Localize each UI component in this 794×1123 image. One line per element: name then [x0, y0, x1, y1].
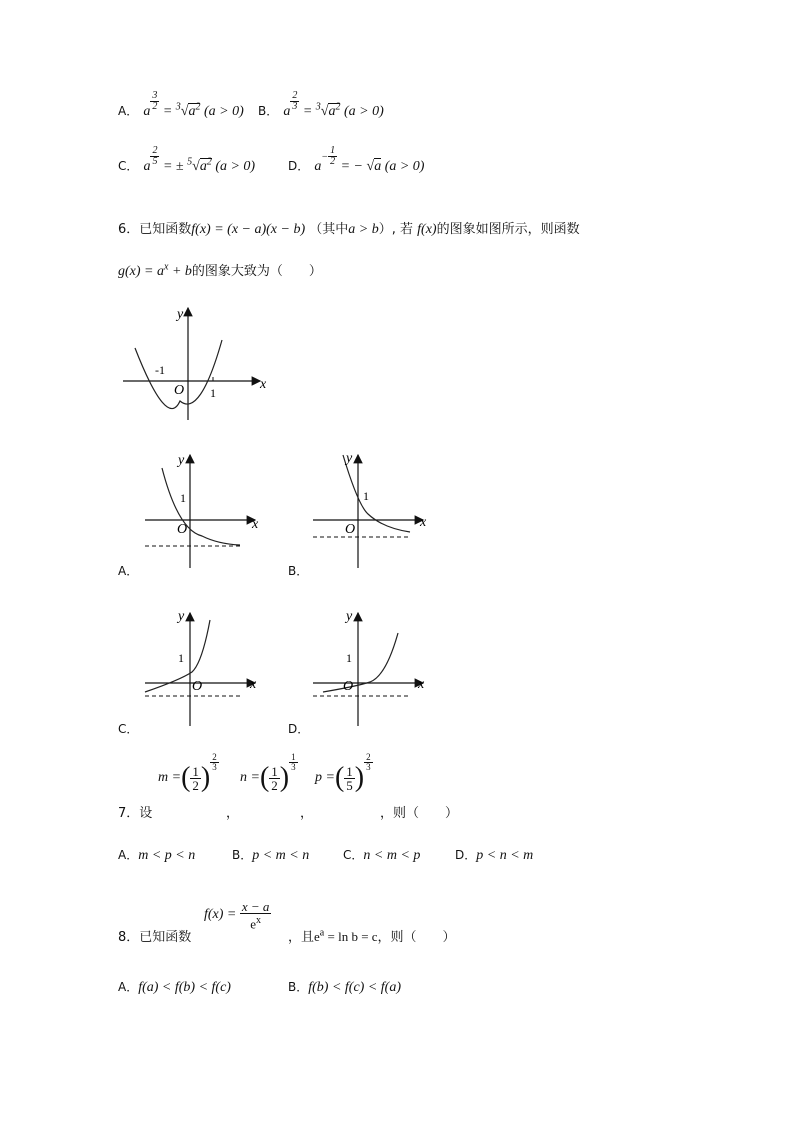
q8-function: f(x) = $\frac{x - a}{e^x}$ — [204, 899, 270, 932]
svg-text:x: x — [420, 515, 427, 530]
parabola-curve — [135, 340, 222, 409]
svg-text:O: O — [192, 679, 203, 694]
q6-option-d-label: D． — [288, 722, 310, 736]
option-formula: a $\frac{2}{5}$ = ± $^5√a^2$ (a > 0) — [143, 145, 256, 174]
q7-option-c: C．n < m < p — [343, 848, 421, 863]
q6-option-a-label: A． — [118, 564, 139, 578]
option-formula: a $\frac{2}{3}$ = $^3√a^2$ (a > 0) — [283, 90, 384, 119]
svg-text:x: x — [418, 677, 425, 692]
svg-text:x: x — [250, 677, 257, 692]
q7-p-expr: p =( $\frac{1}{5}$ ) $\frac{2}{3}$ — [315, 751, 371, 793]
tick-1: 1 — [210, 386, 216, 400]
svg-text:1: 1 — [363, 489, 369, 503]
svg-text:y: y — [346, 451, 353, 466]
option-label: C． — [118, 159, 139, 173]
option-formula: a− $\frac{1}{2}$ = − √a (a > 0) — [314, 145, 425, 174]
tick-neg1: -1 — [155, 363, 165, 377]
q7-tail: ，则（ ） — [380, 806, 459, 821]
origin-label: O — [174, 383, 185, 398]
q6-option-a-graph — [140, 450, 265, 575]
q5-option-c — [118, 145, 256, 177]
svg-text:O: O — [345, 522, 356, 537]
option-label: A． — [118, 104, 139, 118]
option-label: D． — [288, 159, 310, 173]
q7-number: 7．设 — [118, 806, 153, 821]
q6-option-c-graph — [140, 608, 265, 733]
svg-text:y: y — [178, 453, 185, 468]
q6-option-c-label: C． — [118, 722, 139, 736]
option-formula: a $\frac{3}{2}$ = $^3√a^2$ (a > 0) — [143, 90, 244, 119]
svg-text:x: x — [252, 517, 259, 532]
svg-text:y: y — [346, 609, 353, 624]
svg-text:1: 1 — [346, 651, 352, 665]
q7-option-a: A．m < p < n — [118, 848, 196, 863]
q6-stem-line2: $g(x) = a^x + b$的图象大致为（ ） — [118, 261, 322, 279]
q6-option-b-graph — [308, 450, 433, 575]
q6-stem-line1: 6．已知函数f(x) = (x − a)(x − b) （其中a > b）, 若 f(x)的图象如图所示，则函数 — [118, 222, 580, 237]
option-label: B． — [258, 104, 279, 118]
q7-option-d: D．p < n < m — [455, 848, 534, 863]
q8-number: 8．已知函数 — [118, 930, 192, 945]
q6-option-b-label: B． — [288, 564, 309, 578]
q8-option-b: B．f(b) < f(c) < f(a) — [288, 980, 401, 995]
q5-option-d — [288, 145, 425, 177]
svg-text:O: O — [177, 522, 188, 537]
q6-option-d-graph — [308, 608, 433, 733]
svg-text:y: y — [178, 609, 185, 624]
q5-option-b — [258, 90, 384, 122]
svg-text:1: 1 — [180, 491, 186, 505]
q7-m-expr: m =( $\frac{1}{2}$ ) $\frac{2}{3}$ — [158, 751, 217, 793]
svg-text:1: 1 — [178, 651, 184, 665]
svg-text:O: O — [343, 679, 354, 694]
q8-condition: ，且$e^a = \ln b = c$，则（ ） — [288, 927, 456, 945]
q7-option-b: B．p < m < n — [232, 848, 310, 863]
q7-n-expr: n =( $\frac{1}{2}$ ) $\frac{1}{3}$ — [240, 751, 296, 793]
q8-option-a: A．f(a) < f(b) < f(c) — [118, 980, 231, 995]
y-label: y — [177, 307, 184, 322]
q5-option-a — [118, 90, 244, 122]
x-label: x — [260, 377, 267, 392]
q6-main-graph — [115, 300, 285, 425]
